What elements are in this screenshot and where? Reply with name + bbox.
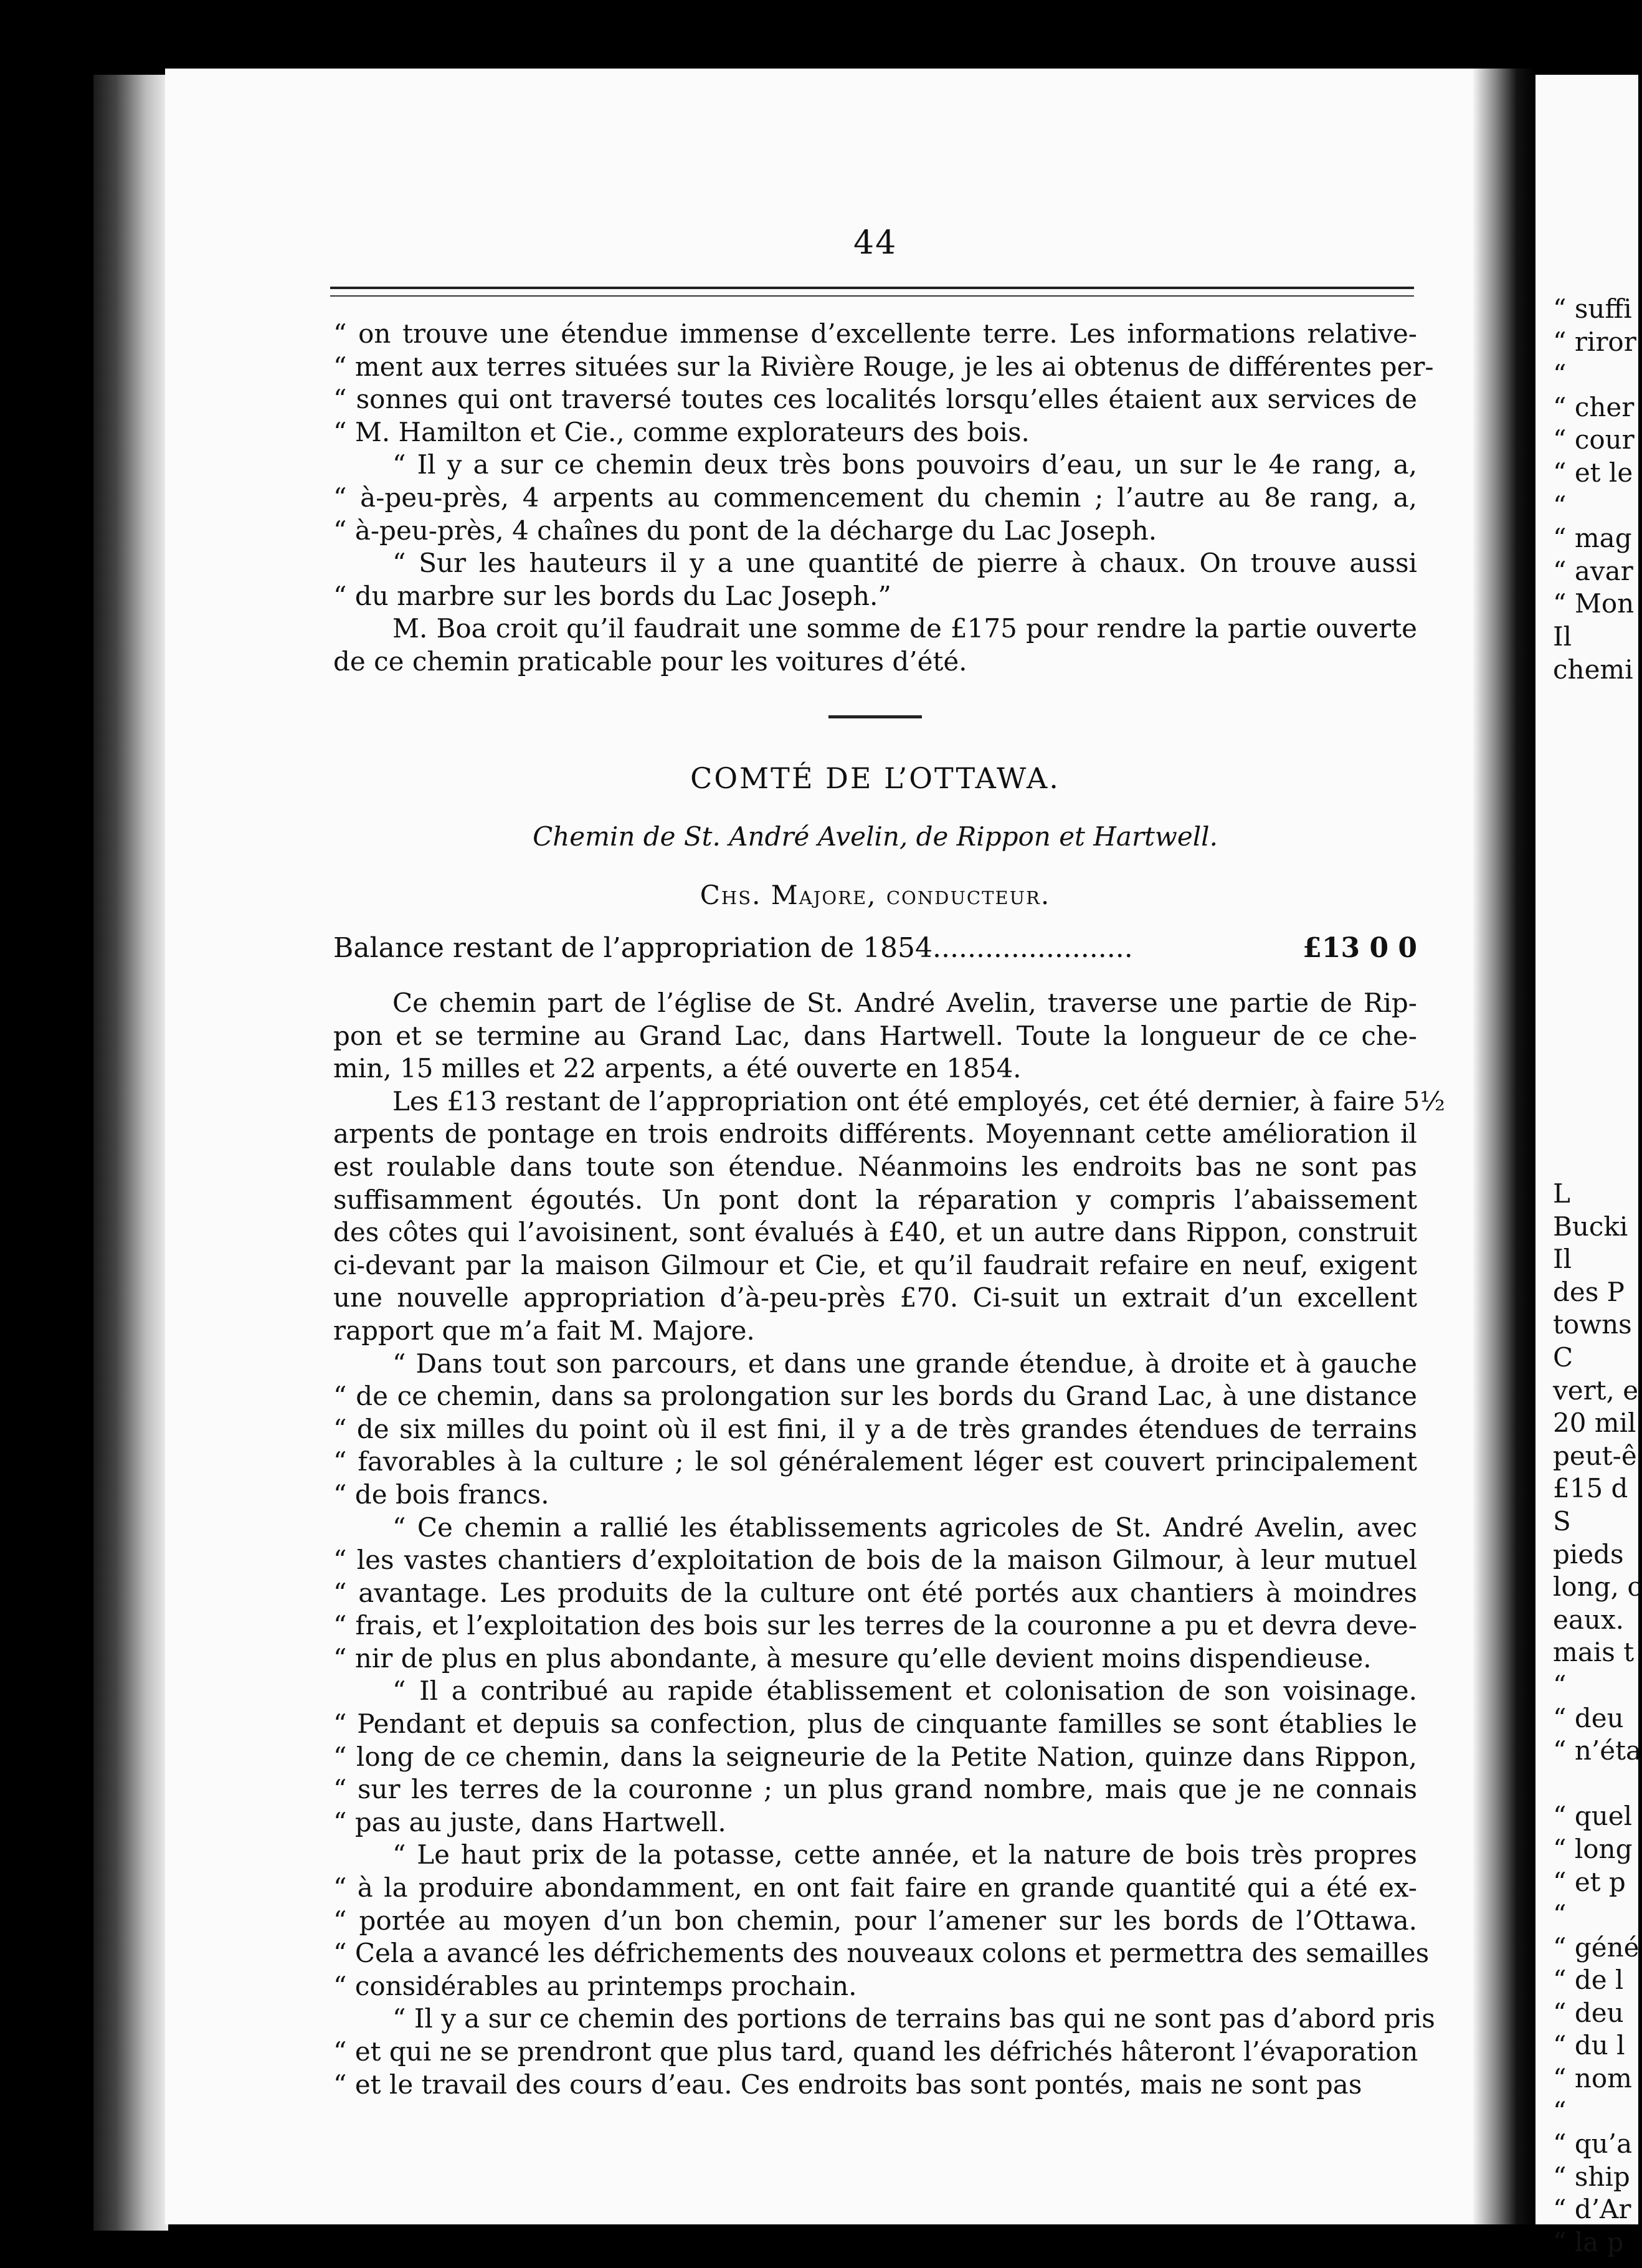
book-left-edge: [93, 75, 168, 2231]
text-line: “ sur les terres de la couronne ; un plus grand nombre, mais que je ne connais: [333, 1774, 1417, 1805]
text-line: £15 d: [1553, 1473, 1628, 1504]
conductor-line: Chs. Majore, conducteur.: [700, 880, 1051, 910]
text-line: [1535, 915, 1638, 948]
balance-line: [333, 931, 1417, 966]
text-line: “ Sur les hauteurs il y a une quantité de pierre à chaux. On trouve aussi: [392, 548, 1417, 579]
text-line: “ Dans tout son parcours, et dans une grande étendue, à droite et à gauche: [392, 1348, 1417, 1379]
text-line: des P: [1553, 1276, 1625, 1307]
road-subtitle: Chemin de St. André Avelin, de Rippon et Hartwell.: [533, 821, 1218, 852]
text-line: “ deu: [1553, 1997, 1624, 2028]
section-separator-rule: [828, 715, 922, 718]
text-line: M. Boa croit qu’il faudrait une somme de £175 pour rendre la partie ouverte: [392, 613, 1417, 644]
text-line: “ Pendant et depuis sa confection, plus de cinquante familles se sont établies le: [333, 1708, 1417, 1740]
section-title: COMTÉ DE L’OTTAWA.: [690, 761, 1060, 795]
text-line: “ nom: [1553, 2063, 1632, 2094]
balance-label: Balance restant de l’appropriation de 1854.......................: [333, 932, 1133, 964]
text-line: est roulable dans toute son étendue. Néanmoins les endroits bas ne sont pas: [333, 1151, 1417, 1182]
text-line: une nouvelle appropriation d’à-peu-près £70. Ci-suit un extrait d’un excellent: [333, 1282, 1417, 1313]
text-line: “: [1553, 359, 1567, 390]
text-line: chemi: [1553, 654, 1633, 685]
text-line: de ce chemin praticable pour les voitures d’été.: [333, 646, 967, 677]
text-line: Il: [1553, 621, 1572, 652]
text-line: “ on trouve une étendue immense d’excellente terre. Les informations relative-: [333, 318, 1417, 349]
body-paragraphs: [333, 987, 1445, 2101]
text-line: “ de bois francs.: [333, 1479, 549, 1510]
text-line: “ nir de plus en plus abondante, à mesure qu’elle devient moins dispendieuse.: [333, 1642, 1372, 1674]
text-line: “ la p: [1553, 2227, 1624, 2258]
text-line: “ deu: [1553, 1702, 1624, 1733]
text-line: des côtes qui l’avoisinent, sont évalués à £40, et un autre dans Rippon, construit: [333, 1217, 1417, 1248]
text-line: “ cher: [1553, 391, 1635, 422]
text-line: [1535, 883, 1638, 916]
text-line: “ de ce chemin, dans sa prolongation sur les bords du Grand Lac, à une distance: [333, 1381, 1417, 1412]
text-line: [1535, 817, 1638, 850]
text-line: [1535, 1014, 1638, 1047]
text-line: “ Ce chemin a rallié les établissements agricoles de St. André Avelin, avec: [392, 1512, 1417, 1543]
text-line: “ long de ce chemin, dans la seigneurie de la Petite Nation, quinze dans Rippon,: [333, 1741, 1417, 1772]
text-line: “ long: [1553, 1833, 1633, 1864]
text-line: “ quel: [1553, 1801, 1633, 1832]
text-line: [1535, 719, 1638, 752]
text-line: “: [1553, 1669, 1567, 1700]
text-line: S: [1553, 1505, 1571, 1537]
text-line: “ mag: [1553, 523, 1632, 554]
text-line: Ce chemin part de l’église de St. André Avelin, traverse une partie de Rip-: [392, 988, 1417, 1018]
text-line: min, 15 milles et 22 arpents, a été ouverte en 1854.: [333, 1053, 1022, 1084]
text-line: “ cour: [1553, 424, 1635, 455]
text-line: “: [1553, 1899, 1567, 1930]
page-number: 44: [853, 224, 898, 262]
text-line: “ Il y a sur ce chemin deux très bons pouvoirs d’eau, un sur le 4e rang, a,: [392, 449, 1417, 480]
text-line: “ n’éta: [1553, 1735, 1641, 1766]
text-line: “ riror: [1553, 326, 1636, 357]
text-line: [1535, 784, 1638, 817]
text-line: [1535, 686, 1638, 719]
text-line: “ portée au moyen d’un bon chemin, pour l’amener sur les bords de l’Ottawa.: [333, 1905, 1417, 1936]
text-line: “ Le haut prix de la potasse, cette année, et la nature de bois très propres: [392, 1839, 1417, 1870]
text-line: [1535, 1768, 1638, 1801]
text-line: “ d’Ar: [1553, 2194, 1631, 2225]
text-line: [1535, 981, 1638, 1014]
text-line: “ géné: [1553, 1932, 1640, 1963]
text-line: “ avar: [1553, 555, 1633, 586]
text-line: [1535, 1145, 1638, 1178]
text-line: “ les vastes chantiers d’exploitation de bois de la maison Gilmour, à leur mutuel: [333, 1545, 1417, 1576]
text-line: [1535, 751, 1638, 784]
text-line: “ Il a contribué au rapide établissement et colonisation de son voisinage.: [392, 1675, 1417, 1707]
text-line: “ M. Hamilton et Cie., comme explorateurs des bois.: [333, 416, 1030, 447]
text-line: “: [1553, 490, 1567, 521]
text-line: “ à-peu-près, 4 arpents au commencement du chemin ; l’autre au 8e rang, a,: [333, 482, 1417, 513]
text-line: peut-ê: [1553, 1440, 1637, 1471]
text-line: “ pas au juste, dans Hartwell.: [333, 1806, 726, 1837]
text-line: “ du marbre sur les bords du Lac Joseph.”: [333, 580, 891, 611]
text-line: “ qu’a: [1553, 2128, 1633, 2160]
header-double-rule: [330, 287, 1414, 297]
text-line: “ considérables au printemps prochain.: [333, 1970, 857, 2001]
text-line: Les £13 restant de l’appropriation ont été employés, cet été dernier, à faire 5½: [392, 1085, 1445, 1117]
text-line: arpents de pontage en trois endroits différents. Moyennant cette amélioration il: [333, 1118, 1417, 1150]
top-paragraphs: [333, 318, 1434, 679]
facing-page-lines: [1535, 75, 1642, 2259]
text-line: Bucki: [1553, 1211, 1628, 1242]
text-line: towns: [1553, 1309, 1632, 1340]
book-gutter: [1473, 69, 1535, 2224]
text-line: [1535, 1112, 1638, 1145]
text-line: “ et p: [1553, 1866, 1626, 1897]
text-line: long, c: [1553, 1571, 1642, 1603]
text-line: vert, e: [1553, 1375, 1639, 1406]
text-line: “ avantage. Les produits de la culture ont été portés aux chantiers à moindres: [333, 1577, 1417, 1608]
text-line: [1535, 1047, 1638, 1080]
text-line: “ et qui ne se prendront que plus tard, quand les défrichés hâteront l’évaporation: [333, 2036, 1418, 2067]
text-line: “ ship: [1553, 2161, 1630, 2192]
text-line: “ à-peu-près, 4 chaînes du pont de la décharge du Lac Joseph.: [333, 515, 1157, 546]
text-line: “: [1553, 2095, 1567, 2127]
text-line: L: [1553, 1178, 1570, 1209]
text-line: “ et le travail des cours d’eau. Ces endroits bas sont pontés, mais ne sont pas: [333, 2069, 1362, 2100]
text-line: pieds: [1553, 1538, 1624, 1570]
text-line: Il: [1553, 1244, 1572, 1275]
text-line: [1535, 1079, 1638, 1112]
text-line: suffisamment égoutés. Un pont dont la réparation y compris l’abaissement: [333, 1184, 1417, 1215]
text-line: 20 mil: [1553, 1408, 1636, 1439]
facing-page-fragment: [1535, 75, 1642, 2258]
text-line: “ de l: [1553, 1965, 1624, 1996]
text-line: [1535, 948, 1638, 981]
text-line: “ Cela a avancé les défrichements des nouveaux colons et permettra des semailles: [333, 1938, 1430, 1969]
text-line: “ de six milles du point où il est fini, il y a de très grandes étendues de terrains: [333, 1413, 1417, 1444]
text-line: “ sonnes qui ont traversé toutes ces localités lorsqu’elles étaient aux services de: [333, 384, 1417, 415]
text-line: [1535, 850, 1638, 883]
text-line: “ Mon: [1553, 588, 1635, 619]
text-line: “ et le: [1553, 457, 1633, 488]
text-line: “ suffi: [1553, 293, 1632, 324]
text-line: “ favorables à la culture ; le sol généralement léger est couvert principalement: [333, 1446, 1417, 1477]
text-line: eaux.: [1553, 1604, 1624, 1635]
text-line: “ à la produire abondamment, en ont fait faire en grande quantité qui a été ex-: [333, 1872, 1417, 1904]
text-line: rapport que m’a fait M. Majore.: [333, 1315, 755, 1346]
text-line: “ Il y a sur ce chemin des portions de terrains bas qui ne sont pas d’abord pris: [392, 2003, 1435, 2034]
text-line: “ frais, et l’exploitation des bois sur les terres de la couronne a pu et devra deve-: [333, 1610, 1417, 1641]
text-line: mais t: [1553, 1637, 1635, 1668]
text-line: ci-devant par la maison Gilmour et Cie, et qu’il faudrait refaire en neuf, exigent: [333, 1249, 1417, 1280]
text-line: “ ment aux terres situées sur la Rivière Rouge, je les ai obtenus de différentes per-: [333, 351, 1434, 382]
balance-amount: £13 0 0: [1303, 932, 1417, 964]
text-line: “ du l: [1553, 2030, 1625, 2061]
text-line: pon et se termine au Grand Lac, dans Hartwell. Toute la longueur de ce che-: [333, 1020, 1417, 1051]
text-line: C: [1553, 1342, 1573, 1373]
